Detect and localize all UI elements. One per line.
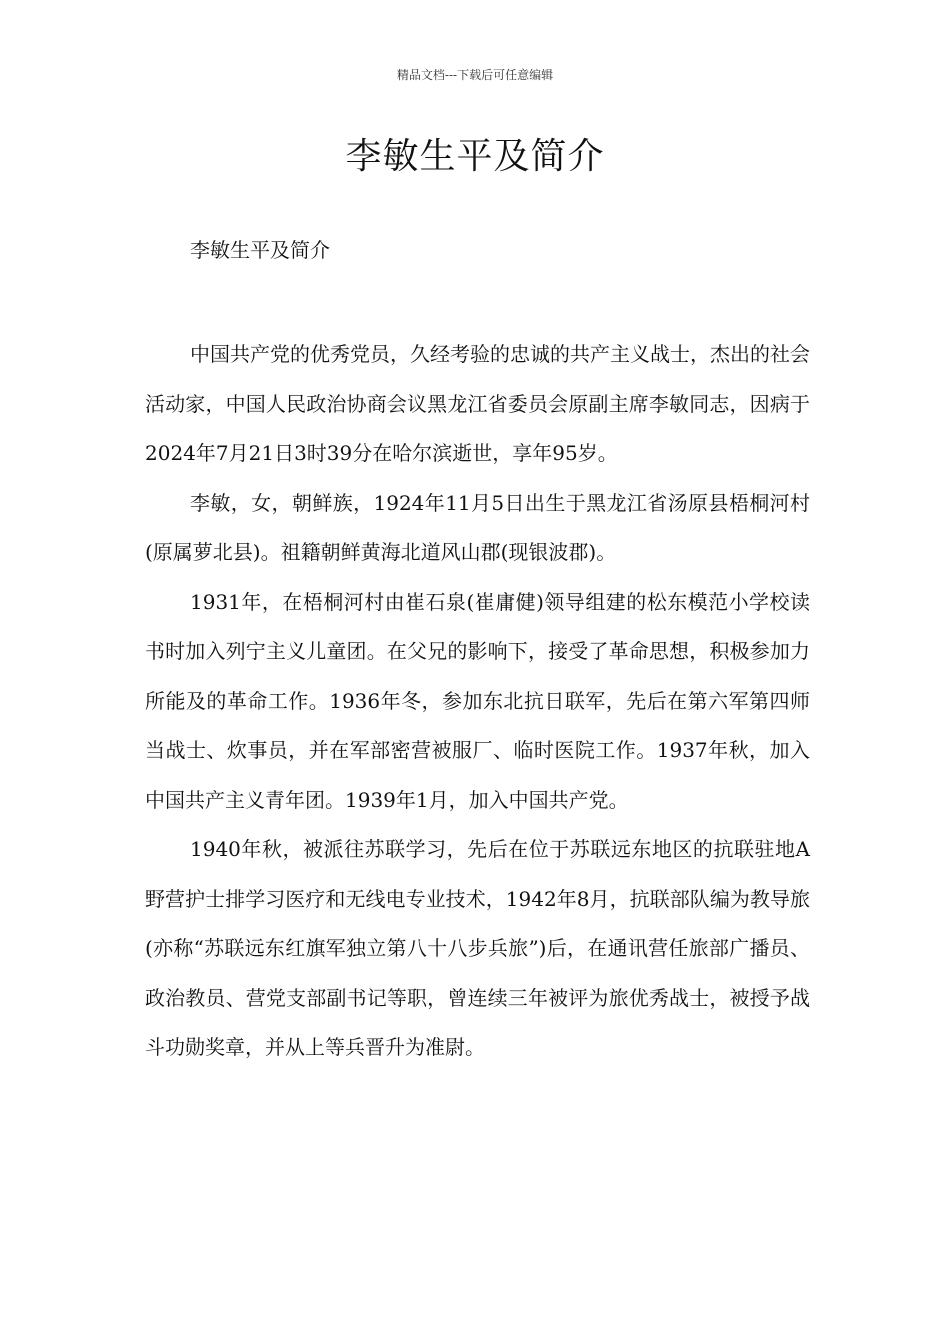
document-body — [145, 330, 810, 1073]
document-title: 李敏生平及简介 — [345, 136, 605, 177]
paragraph: 李敏，女，朝鲜族，1924年11月5日出生于黑龙江省汤原县梧桐河村(原属萝北县)。祖籍朝鲜黄海北道风山郡(现银波郡)。 — [145, 490, 810, 564]
paragraph: 1940年秋，被派往苏联学习，先后在位于苏联远东地区的抗联驻地A野营护士排学习医疗和无线电专业技术，1942年8月，抗联部队编为教导旅(亦称“苏联远东红旗军独立第八十八步兵旅”)后，在通讯营任旅部广播员、政治教员、营党支部副书记等职，曾连续三年被评为旅优秀战士，被授予战斗功勋奖章，并从上等兵晋升为准尉。 — [145, 837, 810, 1059]
paragraph: 1931年，在梧桐河村由崔石泉(崔庸健)领导组建的松东模范小学校读书时加入列宁主义儿童团。在父兄的影响下，接受了革命思想，积极参加力所能及的革命工作。1936年冬，参加东北抗日联军，先后在第六军第四师当战士、炊事员，并在军部密营被服厂、临时医院工作。1937年秋，加入中国共产主义青年团。1939年1月，加入中国共产党。 — [145, 589, 810, 812]
paragraph: 中国共产党的优秀党员，久经考验的忠诚的共产主义战士，杰出的社会活动家，中国人民政治协商会议黑龙江省委员会原副主席李敏同志，因病于2024年7月21日3时39分在哈尔滨逝世，享年95岁。 — [145, 342, 810, 465]
document-subtitle: 李敏生平及简介 — [190, 238, 330, 262]
header-note: 精品文档---下载后可任意编辑 — [396, 68, 554, 82]
